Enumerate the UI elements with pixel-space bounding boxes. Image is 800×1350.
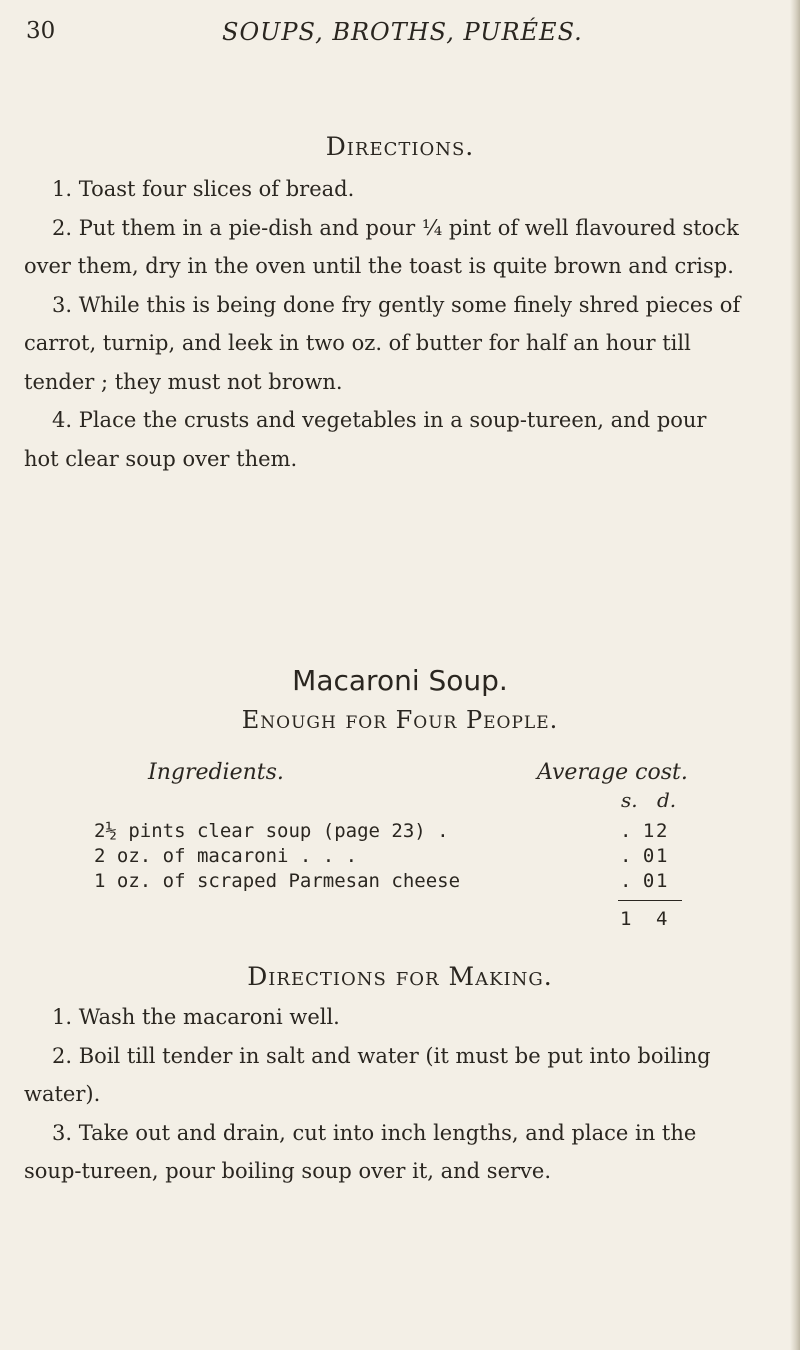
- direction-step: 2. Put them in a pie-dish and pour ¼ pint of well flavoured stock over them, dry in the oven until the toast is quite brown and crisp.: [24, 215, 739, 278]
- directions-list: [24, 170, 742, 478]
- direction-step: 3. While this is being done fry gently some finely shred pieces of carrot, turnip, and leek in two oz. of butter for half an hour till tender ; they must not brown.: [24, 292, 741, 394]
- ingredient-pence: 1: [656, 870, 668, 892]
- shillings-unit: s.: [621, 788, 638, 812]
- making-step: 2. Boil till tender in salt and water (it must be put into boiling water).: [24, 1043, 711, 1106]
- direction-step: 4. Place the crusts and vegetables in a soup-tureen, and pour hot clear soup over them.: [24, 408, 707, 471]
- ingredient-shillings: . 0: [620, 870, 655, 892]
- recipe-title: Macaroni Soup.: [292, 664, 508, 697]
- ingredient-shillings: . 1: [620, 820, 655, 842]
- ingredient-pence: 1: [656, 845, 668, 867]
- total-pence: 4: [656, 908, 668, 930]
- making-directions-heading: Directions for Making.: [247, 962, 553, 991]
- direction-step: 1. Toast four slices of bread.: [52, 177, 355, 201]
- making-directions-list: [24, 998, 742, 1191]
- total-rule: [618, 900, 682, 901]
- ingredient-name: 2½ pints clear soup (page 23) .: [94, 820, 449, 842]
- ingredient-row: [94, 870, 714, 900]
- ingredient-name: 1 oz. of scraped Parmesan cheese: [94, 870, 461, 892]
- ingredient-name: 2 oz. of macaroni . . .: [94, 845, 358, 867]
- pence-unit: d.: [657, 788, 677, 812]
- cost-header: Average cost.: [537, 760, 688, 785]
- ingredients-header: Ingredients.: [148, 760, 284, 785]
- making-step: 1. Wash the macaroni well.: [52, 1005, 340, 1029]
- recipe-subtitle: Enough for Four People.: [241, 706, 559, 734]
- cost-units: [621, 788, 693, 812]
- page-number: 30: [26, 18, 56, 44]
- page-header: [26, 18, 760, 58]
- making-step: 3. Take out and drain, cut into inch lengths, and place in the soup-tureen, pour boiling soup over it, and serve.: [24, 1120, 697, 1183]
- ingredient-shillings: . 0: [620, 845, 655, 867]
- directions-heading: Directions.: [325, 132, 475, 161]
- total-shillings: 1: [620, 908, 632, 930]
- running-head: SOUPS, BROTHS, PURÉES.: [222, 18, 583, 46]
- ingredient-pence: 2: [656, 820, 668, 842]
